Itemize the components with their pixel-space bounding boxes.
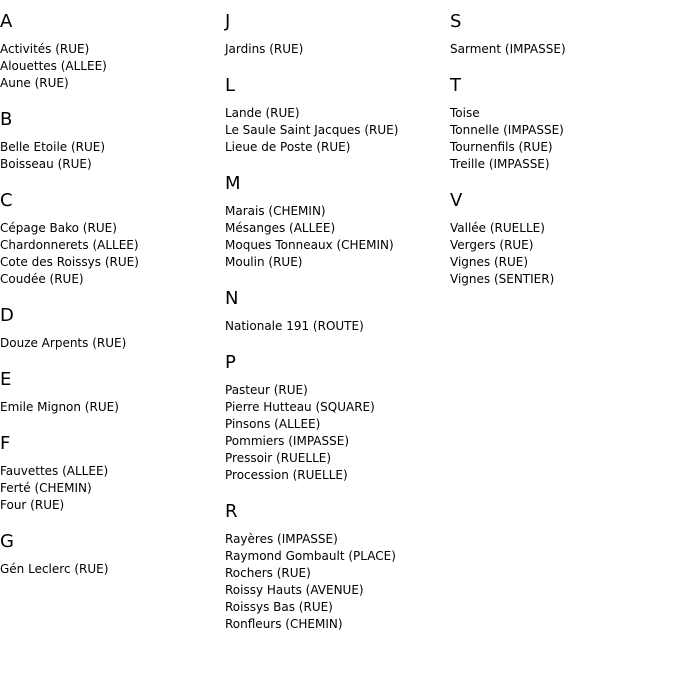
street-list: [225, 41, 450, 58]
street-entry: Activités (RUE): [0, 42, 90, 56]
street-entry: Toise: [450, 106, 480, 120]
group-letter: E: [0, 369, 12, 390]
street-list: [225, 203, 450, 271]
street-entry: Cépage Bako (RUE): [0, 221, 117, 235]
street-entry: Vergers (RUE): [450, 238, 534, 252]
letter-group-n: [225, 288, 450, 335]
street-entry: Tournenfils (RUE): [450, 140, 553, 154]
group-letter: V: [450, 190, 463, 211]
group-letter: D: [0, 305, 14, 326]
street-entry: Lande (RUE): [225, 106, 300, 120]
street-entry: Rochers (RUE): [225, 566, 311, 580]
street-entry: Raymond Gombault (PLACE): [225, 549, 396, 563]
group-letter: C: [0, 190, 13, 211]
street-entry: Lieue de Poste (RUE): [225, 140, 351, 154]
street-list: [225, 318, 450, 335]
street-entry: Pressoir (RUELLE): [225, 451, 332, 465]
street-entry: Mésanges (ALLEE): [225, 221, 336, 235]
street-entry: Chardonnerets (ALLEE): [0, 238, 139, 252]
letter-group-r: [225, 501, 450, 633]
street-entry: Emile Mignon (RUE): [0, 400, 119, 414]
group-letter: T: [450, 75, 461, 96]
street-list: [0, 220, 225, 288]
letter-group-l: [225, 75, 450, 156]
letter-group-t: [450, 75, 675, 173]
letter-group-g: [0, 531, 225, 578]
letter-group-p: [225, 352, 450, 484]
street-list: [0, 399, 225, 416]
street-entry: Sarment (IMPASSE): [450, 42, 566, 56]
street-entry: Vignes (RUE): [450, 255, 529, 269]
group-letter: G: [0, 531, 14, 552]
letter-group-e: [0, 369, 225, 416]
group-letter: B: [0, 109, 13, 130]
group-letter: L: [225, 75, 236, 96]
group-letter: M: [225, 173, 241, 194]
street-entry: Jardins (RUE): [225, 42, 304, 56]
street-entry: Treille (IMPASSE): [450, 157, 550, 171]
group-letter: S: [450, 11, 462, 32]
letter-group-f: [0, 433, 225, 514]
group-letter: A: [0, 11, 13, 32]
street-entry: Four (RUE): [0, 498, 65, 512]
street-list: [225, 531, 450, 633]
street-list: [0, 41, 225, 92]
street-entry: Vallée (RUELLE): [450, 221, 545, 235]
street-index-column-3: [450, 0, 675, 288]
street-index-column-2: [225, 0, 450, 633]
letter-group-v: [450, 190, 675, 288]
street-list: [450, 220, 675, 288]
street-list: [0, 335, 225, 352]
street-entry: Nationale 191 (ROUTE): [225, 319, 364, 333]
street-entry: Pinsons (ALLEE): [225, 417, 321, 431]
street-entry: Ferté (CHEMIN): [0, 481, 92, 495]
street-entry: Aune (RUE): [0, 76, 69, 90]
street-entry: Vignes (SENTIER): [450, 272, 555, 286]
letter-group-m: [225, 173, 450, 271]
street-entry: Cote des Roissys (RUE): [0, 255, 139, 269]
street-entry: Fauvettes (ALLEE): [0, 464, 109, 478]
group-letter: F: [0, 433, 11, 454]
group-letter: N: [225, 288, 239, 309]
street-index-column-1: [0, 0, 225, 578]
street-list: [0, 561, 225, 578]
street-entry: Douze Arpents (RUE): [0, 336, 127, 350]
street-entry: Gén Leclerc (RUE): [0, 562, 109, 576]
street-entry: Ronfleurs (CHEMIN): [225, 617, 343, 631]
street-entry: Alouettes (ALLEE): [0, 59, 107, 73]
street-entry: Moulin (RUE): [225, 255, 303, 269]
letter-group-c: [0, 190, 225, 288]
street-list: [225, 382, 450, 484]
street-entry: Pommiers (IMPASSE): [225, 434, 349, 448]
letter-group-s: [450, 11, 675, 58]
street-entry: Pasteur (RUE): [225, 383, 308, 397]
street-entry: Roissys Bas (RUE): [225, 600, 333, 614]
street-entry: Belle Etoile (RUE): [0, 140, 106, 154]
street-entry: Marais (CHEMIN): [225, 204, 326, 218]
street-entry: Tonnelle (IMPASSE): [450, 123, 564, 137]
street-list: [450, 41, 675, 58]
street-entry: Procession (RUELLE): [225, 468, 348, 482]
group-letter: P: [225, 352, 236, 373]
letter-group-b: [0, 109, 225, 173]
street-entry: Pierre Hutteau (SQUARE): [225, 400, 375, 414]
letter-group-d: [0, 305, 225, 352]
group-letter: R: [225, 501, 238, 522]
street-list: [0, 139, 225, 173]
street-entry: Rayères (IMPASSE): [225, 532, 338, 546]
letter-group-a: [0, 11, 225, 92]
street-entry: Le Saule Saint Jacques (RUE): [225, 123, 399, 137]
group-letter: J: [225, 11, 231, 32]
street-entry: Moques Tonneaux (CHEMIN): [225, 238, 394, 252]
street-entry: Boisseau (RUE): [0, 157, 92, 171]
street-list: [225, 105, 450, 156]
street-entry: Coudée (RUE): [0, 272, 84, 286]
street-list: [450, 105, 675, 173]
street-entry: Roissy Hauts (AVENUE): [225, 583, 364, 597]
letter-group-j: [225, 11, 450, 58]
street-list: [0, 463, 225, 514]
